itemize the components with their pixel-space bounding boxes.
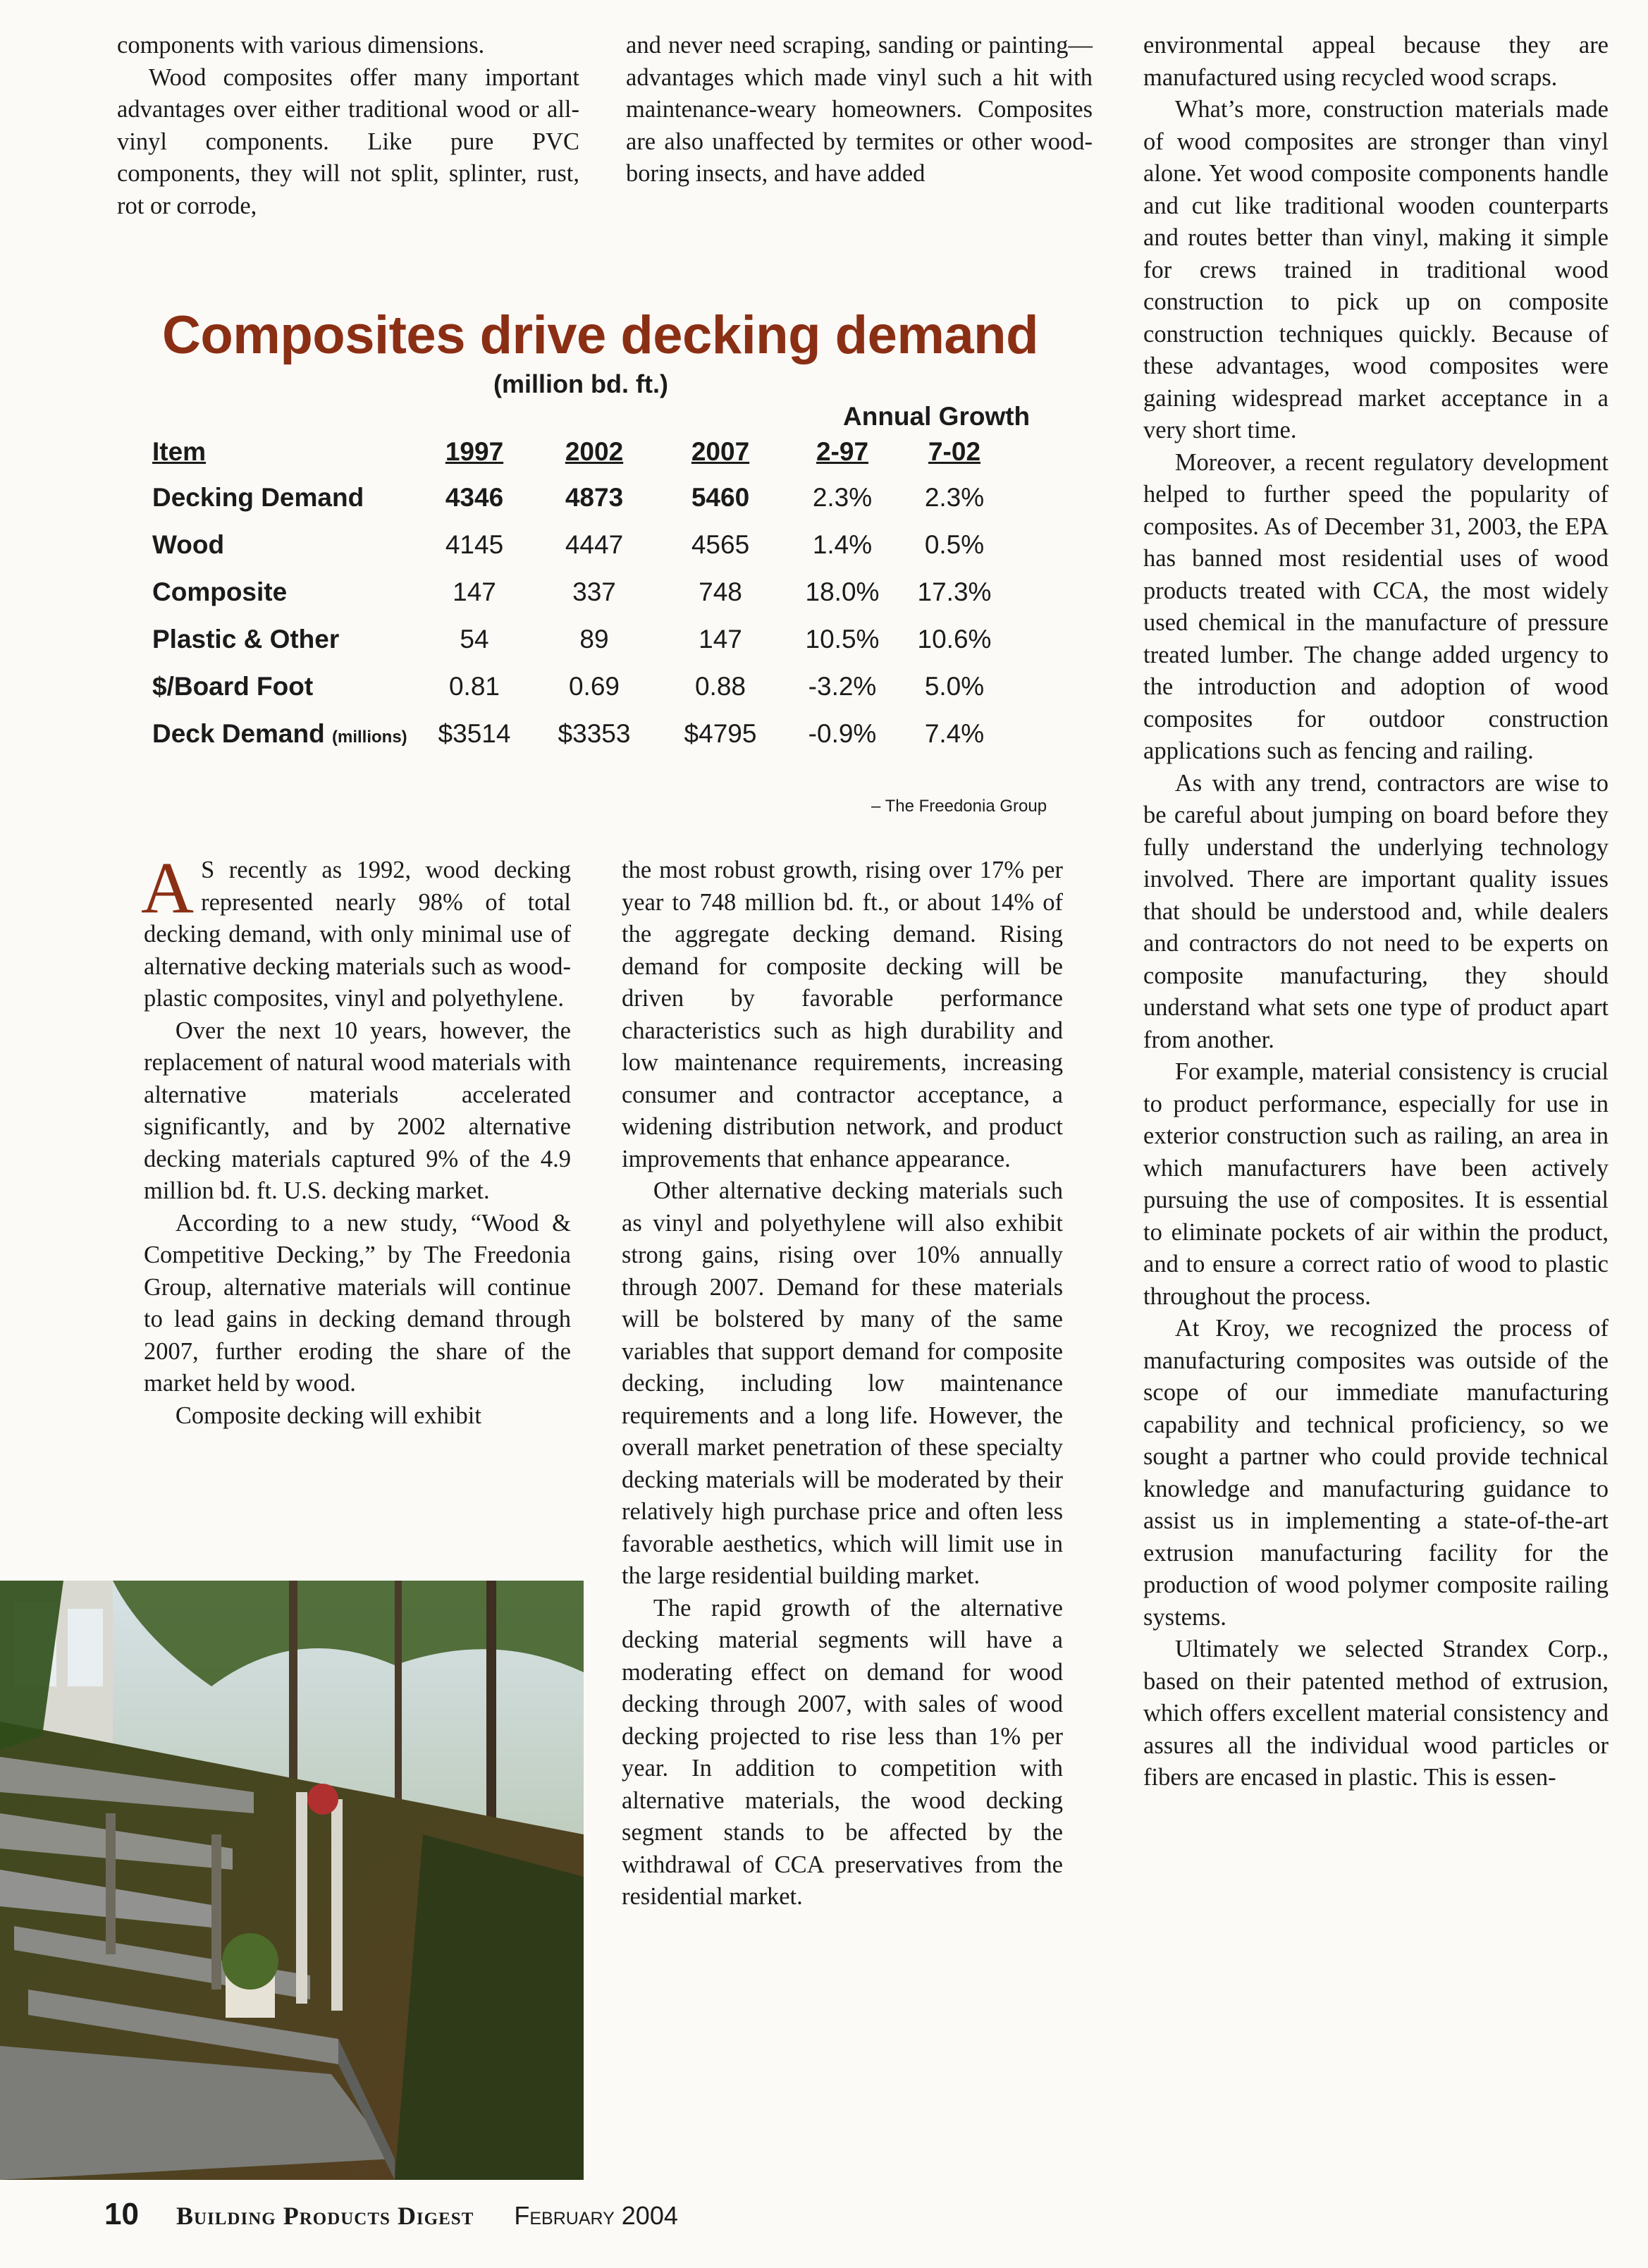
header-2007: 2007 bbox=[691, 437, 750, 466]
table-row bbox=[152, 710, 1007, 757]
cell: 5460 bbox=[691, 482, 750, 512]
header-growth-7-02: 7-02 bbox=[928, 437, 981, 466]
row-label-suffix: (millions) bbox=[332, 727, 407, 747]
cell: 4447 bbox=[565, 529, 624, 559]
cell: 337 bbox=[572, 577, 616, 606]
article-column-bottom-middle bbox=[622, 854, 1063, 1913]
article-column-top-left bbox=[117, 30, 579, 222]
cell: 0.81 bbox=[448, 671, 500, 701]
cell: 4346 bbox=[445, 482, 504, 512]
cell: 1.4% bbox=[812, 529, 873, 559]
table-row bbox=[152, 663, 1007, 710]
paragraph: Moreover, a recent regulatory development helped to further speed the popularity of composites. As of December 31, 2003, the EPA has banned most residential uses of wood products treated with CCA, the most widely used chemical in the manufacture of pressure treated lumber. The change added urgency to the introduction and adoption of wood composites for outdoor construction applications such as fencing and railing. bbox=[1143, 448, 1609, 764]
paragraph: Other alternative decking materials such as vinyl and polyethylene will also exhibit strong gains, rising over 10% annually through 2007. Demand for these materials will be bolstered by many of the same variables that support demand for composite decking, including low maintenance requirements and a long life. However, the overall market penetration of these specialty decking materials will be moderated by their relatively high purchase price and often less favorable aesthetics, which will limit use in the large residential building market. bbox=[622, 1177, 1063, 1589]
deck-stairs-photo bbox=[0, 1581, 584, 2180]
drop-cap: A bbox=[141, 847, 195, 928]
row-label: $/Board Foot bbox=[152, 671, 314, 701]
table-source: – The Freedonia Group bbox=[871, 797, 1047, 816]
cell: $4795 bbox=[684, 718, 757, 748]
cell: 17.3% bbox=[917, 577, 992, 606]
cell: 748 bbox=[699, 577, 742, 606]
header-1997: 1997 bbox=[445, 437, 504, 466]
article-column-bottom-left bbox=[141, 847, 571, 1432]
paragraph: Composite decking will exhibit bbox=[175, 1402, 481, 1429]
row-label: Wood bbox=[152, 529, 225, 559]
cell: 4873 bbox=[565, 482, 624, 512]
decking-demand-table bbox=[152, 430, 1007, 757]
paragraph: Wood composites offer many important advantages over either traditional wood or all-vinyl components. Like pure PVC components, they will not split, splinter, rust, rot or corrode, bbox=[117, 63, 579, 219]
cell: 5.0% bbox=[924, 671, 985, 701]
paragraph: and never need scraping, sanding or painting—advantages which made vinyl such a hit with maintenance-weary homeowners. Composites are also unaffected by termites or other wood-boring insects, and have added bbox=[626, 32, 1093, 187]
paragraph: The rapid growth of the alternative decking material segments will have a moderating effect on demand for wood decking through 2007, with sales of wood decking projected to rise less than 1% per year. In addition to competition with alternative materials, the wood decking segment stands to be affected by the withdrawal of CCA preservatives from the residential market. bbox=[622, 1594, 1063, 1910]
paragraph: environmental appeal because they are manufactured using recycled wood scraps. bbox=[1143, 32, 1609, 91]
cell: -3.2% bbox=[808, 671, 877, 701]
cell: 0.69 bbox=[568, 671, 620, 701]
cell: 4565 bbox=[691, 529, 750, 559]
cell: 89 bbox=[579, 624, 609, 654]
cell: 147 bbox=[699, 624, 742, 654]
cell: 7.4% bbox=[924, 718, 985, 748]
cell: 54 bbox=[460, 624, 489, 654]
row-label-text: Deck Demand bbox=[152, 718, 325, 748]
cell: $3353 bbox=[558, 718, 631, 748]
paragraph: At Kroy, we recognized the process of manufacturing composites was outside of the scope of our immediate manufacturing capability and technical proficiency, so we sought a partner who could provide technical knowledge and manufacturing guidance to assist us in implementing a state-of-the-art extrusion manufacturing facility for the production of wood polymer composite railing systems. bbox=[1143, 1315, 1609, 1631]
row-label: Decking Demand bbox=[152, 482, 364, 512]
table-header-row bbox=[152, 430, 1007, 474]
cell: -0.9% bbox=[808, 718, 877, 748]
header-item: Item bbox=[152, 437, 207, 466]
header-growth-2-97: 2-97 bbox=[816, 437, 869, 466]
cell: 18.0% bbox=[805, 577, 880, 606]
table-row bbox=[152, 474, 1007, 521]
paragraph: According to a new study, “Wood & Competitive Decking,” by The Freedonia Group, alternative materials will continue to lead gains in decking demand through 2007, further eroding the share of the market held by wood. bbox=[144, 1209, 571, 1397]
magazine-name: Building Products Digest bbox=[176, 2202, 474, 2230]
header-2002: 2002 bbox=[565, 437, 624, 466]
cell: 10.5% bbox=[805, 624, 880, 654]
paragraph: the most robust growth, rising over 17% per year to 748 million bd. ft., or about 14% of the aggregate decking demand. Rising demand for composite decking will be driven by favorable performance characteristics such as high durability and low maintenance requirements, increasing consumer and contractor acceptance, a widening distribution network, and product improvements that enhance appearance. bbox=[622, 857, 1063, 1172]
paragraph: What’s more, construction materials made of wood composites are stronger than vinyl alone. Yet wood composite components handle and cut like traditional wooden counterparts and routes better than vinyl, making it simple for crews trained in traditional wood construction to pick up on composite construction techniques quickly. Because of these advantages, wood composites were gaining widespread market acceptance in a very short time. bbox=[1143, 96, 1609, 443]
cell: 147 bbox=[453, 577, 496, 606]
lead-text: S recently as 1992, wood decking represented nearly 98% of total decking demand, with only minimal use of alternative decking materials such as wood-plastic composites, vinyl and polyethylene. bbox=[144, 857, 571, 1012]
paragraph: For example, material consistency is crucial to product performance, especially for use in exterior construction such as railing, an area in which manufacturers have been actively pursuing the use of composites. It is essential to eliminate pockets of air within the product, and to ensure a correct ratio of wood to plastic throughout the process. bbox=[1143, 1058, 1609, 1310]
cell: 10.6% bbox=[917, 624, 992, 654]
lead-paragraph bbox=[141, 847, 571, 1015]
row-label bbox=[152, 710, 419, 757]
table-unit: (million bd. ft.) bbox=[493, 369, 668, 398]
issue-date: February 2004 bbox=[514, 2201, 678, 2230]
row-label: Plastic & Other bbox=[152, 624, 340, 654]
cell: 4145 bbox=[445, 529, 504, 559]
table-title: Composites drive decking demand bbox=[162, 305, 1039, 365]
table-row bbox=[152, 521, 1007, 568]
page-number: 10 bbox=[104, 2197, 139, 2231]
paragraph: Over the next 10 years, however, the replacement of natural wood materials with alternative materials accelerated significantly, and by 2002 alternative decking materials captured 9% of the 4.9 million bd. ft. U.S. decking market. bbox=[144, 1017, 571, 1204]
page-footer bbox=[104, 2197, 678, 2232]
cell: 0.88 bbox=[694, 671, 746, 701]
cell: 2.3% bbox=[812, 482, 873, 512]
table-row bbox=[152, 568, 1007, 615]
paragraph: components with various dimensions. bbox=[117, 32, 485, 59]
table-row bbox=[152, 615, 1007, 663]
annual-growth-header: Annual Growth bbox=[843, 402, 1031, 431]
article-column-right bbox=[1143, 30, 1609, 1794]
row-label: Composite bbox=[152, 577, 288, 606]
paragraph: As with any trend, contractors are wise to be careful about jumping on board before they fully understand the underlying technology involved. There are important quality issues that should be understood and, while dealers and contractors do not need to be experts on composite manufacturing, they should understand what sets one type of product apart from another. bbox=[1143, 769, 1609, 1053]
cell: 0.5% bbox=[924, 529, 985, 559]
article-column-top-middle bbox=[626, 30, 1093, 190]
paragraph: Ultimately we selected Strandex Corp., based on their patented method of extrusion, which offers excellent material consistency and assures all the individual wood particles or fibers are encased in plastic. This is essen- bbox=[1143, 1636, 1609, 1791]
cell: 2.3% bbox=[924, 482, 985, 512]
cell: $3514 bbox=[438, 718, 511, 748]
